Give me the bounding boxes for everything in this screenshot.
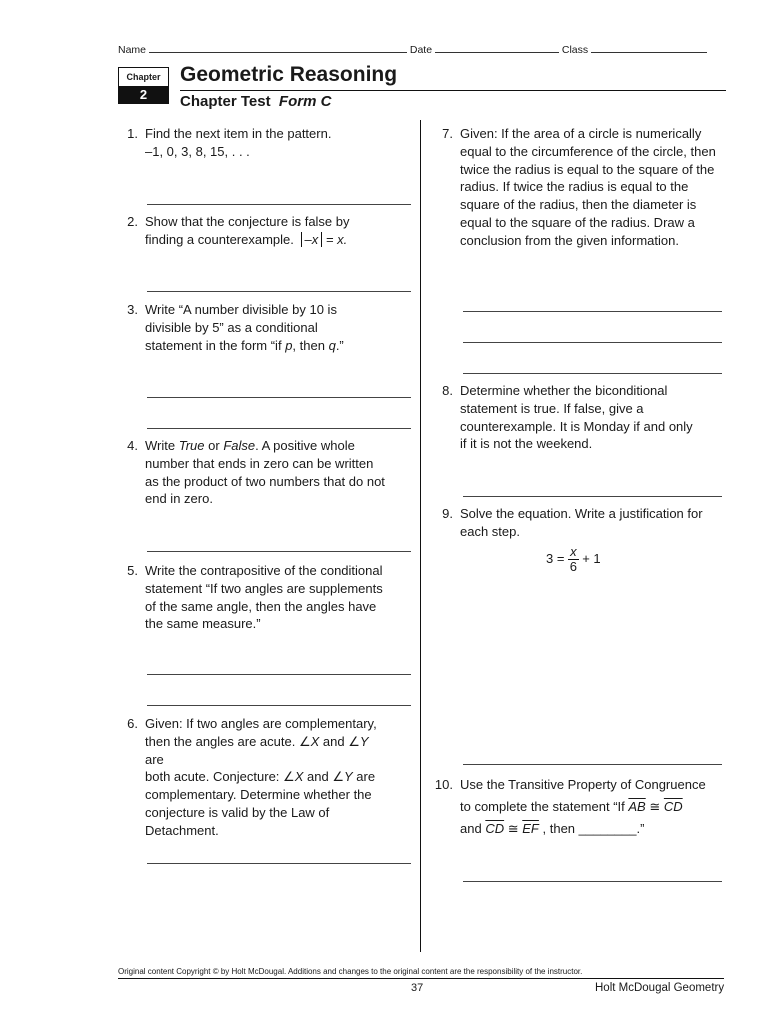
column-divider [420, 120, 421, 952]
question-number: 3. [127, 302, 138, 317]
question-text: Write the contrapositive of the conditional statement “If two angles are supplements of the same angle, then the angles have the same measure.” [145, 563, 383, 632]
page-title: Geometric Reasoning [180, 63, 398, 86]
question-number: 4. [127, 438, 138, 453]
question-number: 5. [127, 563, 138, 578]
class-label: Class [561, 44, 589, 56]
subtitle-main: Chapter Test [180, 93, 271, 110]
question-6: 6. Given: If two angles are complementary, then the angles are acute. ∠X and ∠Y are both acute. Conjecture: ∠X and ∠Y are complementary. Determine whether the conjecture is valid by the Law of Detachment. [118, 715, 390, 840]
page-number: 37 [411, 982, 424, 994]
subtitle-form: Form C [278, 93, 332, 110]
footer-rule [118, 978, 724, 979]
math-rest: = x. [325, 231, 348, 247]
question-8 [433, 382, 728, 453]
answer-line-6[interactable] [147, 863, 411, 864]
answer-line-8[interactable] [463, 496, 722, 497]
answer-line-3a[interactable] [147, 397, 411, 398]
answer-line-3b[interactable] [147, 428, 411, 429]
equation: 3 = $\frac{x}{6}$ + 1 [546, 544, 601, 574]
question-number: 10. [434, 777, 453, 792]
question-number: 1. [127, 126, 138, 141]
chapter-label: Chapter [126, 72, 161, 82]
answer-line-2[interactable] [147, 291, 411, 292]
question-9 [433, 505, 728, 541]
answer-line-5b[interactable] [147, 705, 411, 706]
header-fields [118, 42, 707, 56]
answer-line-5a[interactable] [147, 674, 411, 675]
name-field[interactable] [149, 42, 407, 53]
question-2 [118, 213, 390, 249]
question-text: Given: If the area of a circle is numerically equal to the circumference of the circle, then twice the radius is equal to the square of the radius. If twice the radius is equal to the square of the radius, then the diameter is equal to the square of the radius. Draw a conclusion from the given information. [460, 126, 716, 248]
question-number: 8. [442, 383, 453, 398]
name-label: Name [118, 44, 147, 56]
class-field[interactable] [591, 42, 707, 53]
question-number: 9. [442, 506, 453, 521]
question-10: 10. Use the Transitive Property of Congruence to complete the statement “If $\overline{AB}$ ≅ $\overline{CD}$ and $\overline{CD}$ ≅ $\overline{EF}$ , then ________.” [433, 774, 728, 840]
title-rule [180, 90, 726, 91]
question-text: divisible by 5” as a conditional [145, 319, 318, 335]
absolute-value: –x [301, 232, 323, 247]
question-number: 6. [127, 716, 138, 731]
publisher: Holt McDougal Geometry [595, 982, 725, 994]
answer-line-7a[interactable] [463, 311, 722, 312]
page-subtitle [180, 93, 331, 110]
question-3: 3. Write “A number divisible by 10 is divisible by 5” as a conditional statement in the form “if p, then q.” [118, 301, 390, 354]
chapter-badge [118, 67, 169, 104]
question-text: Solve the equation. Write a justification for each step. [460, 506, 703, 539]
question-pattern: –1, 0, 3, 8, 15, . . . [145, 143, 250, 159]
date-label: Date [409, 44, 433, 56]
question-5 [118, 562, 390, 633]
question-text-cont: finding a counterexample. [145, 231, 294, 247]
answer-line-1[interactable] [147, 204, 411, 205]
question-4: 4. Write True or False. A positive whole number that ends in zero can be written as the product of two numbers that do not end in zero. [118, 437, 390, 508]
answer-line-10[interactable] [463, 881, 722, 882]
date-field[interactable] [435, 42, 559, 53]
question-number: 2. [127, 214, 138, 229]
copyright-notice: Original content Copyright © by Holt McDougal. Additions and changes to the original content are the responsibility of the instructor. [118, 967, 583, 976]
question-number: 7. [442, 126, 453, 141]
question-text: Write “A number divisible by 10 is [145, 302, 337, 317]
answer-line-7b[interactable] [463, 342, 722, 343]
question-1 [118, 125, 390, 161]
answer-line-4[interactable] [147, 551, 411, 552]
question-text: Find the next item in the pattern. [145, 126, 332, 141]
question-text: Show that the conjecture is false by [145, 214, 350, 229]
question-text: Determine whether the biconditional statement is true. If false, give a counterexample. It is Monday if and only if it is not the weekend. [460, 383, 693, 452]
answer-line-7c[interactable] [463, 373, 722, 374]
question-7 [433, 125, 728, 250]
answer-line-9[interactable] [463, 764, 722, 765]
chapter-number: 2 [119, 86, 168, 103]
